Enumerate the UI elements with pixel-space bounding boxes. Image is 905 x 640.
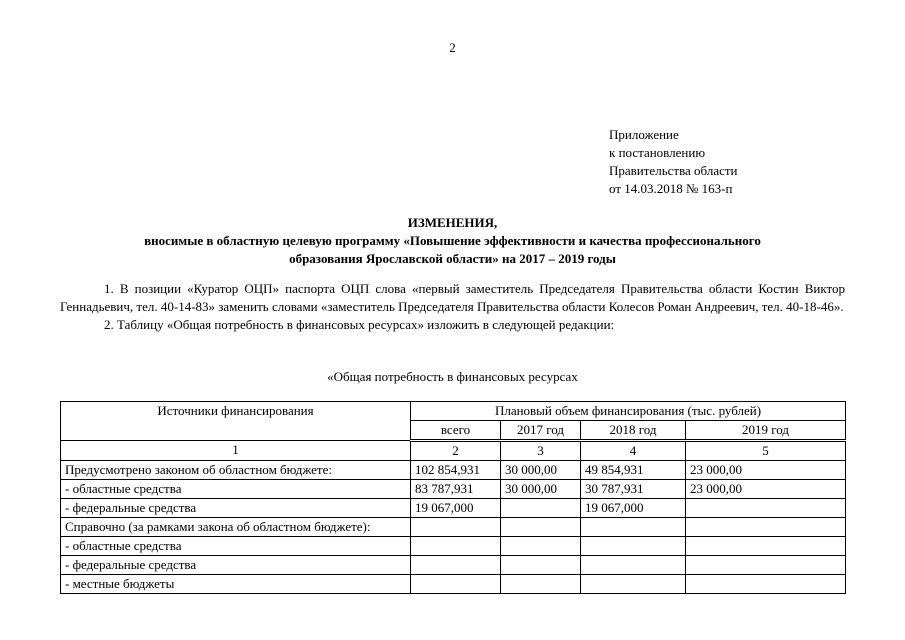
cell-total bbox=[411, 575, 501, 594]
cell-2017 bbox=[501, 499, 581, 518]
paragraph: 1. В позиции «Куратор ОЦП» паспорта ОЦП слова «первый заместитель Председателя Правительства области Костин Виктор Геннадьевич, тел. 40-14-83» заменить словами «заместитель Председателя Правительства области Колесов Роман Андреевич, тел. 40-18-46». bbox=[60, 281, 845, 314]
cell-2018: 49 854,931 bbox=[581, 461, 686, 480]
cell-2017 bbox=[501, 537, 581, 556]
row-label: - областные средства bbox=[61, 537, 411, 556]
table-row bbox=[61, 461, 846, 480]
cell-2017: 30 000,00 bbox=[501, 480, 581, 499]
row-label: - федеральные средства bbox=[61, 556, 411, 575]
financing-table bbox=[60, 401, 846, 594]
page-number: 2 bbox=[449, 40, 456, 55]
table-row bbox=[61, 537, 846, 556]
cell-2019 bbox=[686, 499, 846, 518]
row-label: Справочно (за рамками закона об областном бюджете): bbox=[61, 518, 411, 537]
row-label: - областные средства bbox=[61, 480, 411, 499]
appendix-block bbox=[609, 126, 738, 198]
document-heading bbox=[60, 214, 845, 268]
cell-total: 102 854,931 bbox=[411, 461, 501, 480]
cell-2019: 23 000,00 bbox=[686, 480, 846, 499]
table-caption: «Общая потребность в финансовых ресурсах bbox=[327, 369, 578, 384]
column-number: 2 bbox=[411, 441, 501, 461]
subheader-cell: 2018 год bbox=[581, 421, 686, 441]
appendix-line: Правительства области bbox=[609, 163, 738, 178]
table-header-row bbox=[61, 402, 846, 421]
cell-2019 bbox=[686, 556, 846, 575]
cell-2017 bbox=[501, 575, 581, 594]
heading-line: вносимые в областную целевую программу «Повышение эффективности и качества профессионального bbox=[144, 233, 761, 248]
cell-2018 bbox=[581, 556, 686, 575]
table-row bbox=[61, 575, 846, 594]
cell-2018: 19 067,000 bbox=[581, 499, 686, 518]
table-row bbox=[61, 518, 846, 537]
cell-total: 83 787,931 bbox=[411, 480, 501, 499]
header-sources: Источники финансирования bbox=[61, 402, 411, 441]
paragraph: 2. Таблицу «Общая потребность в финансовых ресурсах» изложить в следующей редакции: bbox=[104, 317, 615, 332]
cell-2019 bbox=[686, 537, 846, 556]
row-label: - местные бюджеты bbox=[61, 575, 411, 594]
cell-2019: 23 000,00 bbox=[686, 461, 846, 480]
column-number: 3 bbox=[501, 441, 581, 461]
cell-total: 19 067,000 bbox=[411, 499, 501, 518]
table-row bbox=[61, 556, 846, 575]
cell-2018 bbox=[581, 518, 686, 537]
table-row bbox=[61, 480, 846, 499]
column-number-row bbox=[61, 441, 846, 461]
cell-2019 bbox=[686, 518, 846, 537]
cell-2017 bbox=[501, 518, 581, 537]
header-plan: Плановый объем финансирования (тыс. рублей) bbox=[411, 402, 846, 421]
column-number: 4 bbox=[581, 441, 686, 461]
cell-total bbox=[411, 537, 501, 556]
appendix-line: Приложение bbox=[609, 127, 679, 142]
subheader-cell: 2019 год bbox=[686, 421, 846, 441]
cell-2017: 30 000,00 bbox=[501, 461, 581, 480]
cell-2018 bbox=[581, 537, 686, 556]
cell-2018: 30 787,931 bbox=[581, 480, 686, 499]
cell-2018 bbox=[581, 575, 686, 594]
cell-2019 bbox=[686, 575, 846, 594]
heading-line: образования Ярославской области» на 2017 – 2019 годы bbox=[289, 251, 616, 266]
appendix-line: к постановлению bbox=[609, 145, 706, 160]
appendix-line: от 14.03.2018 № 163-п bbox=[609, 181, 733, 196]
cell-total bbox=[411, 556, 501, 575]
heading-title: ИЗМЕНЕНИЯ, bbox=[407, 215, 498, 230]
body-text bbox=[60, 280, 845, 334]
cell-total bbox=[411, 518, 501, 537]
table-row bbox=[61, 499, 846, 518]
cell-2017 bbox=[501, 556, 581, 575]
row-label: - федеральные средства bbox=[61, 499, 411, 518]
subheader-cell: всего bbox=[411, 421, 501, 441]
column-number: 5 bbox=[686, 441, 846, 461]
column-number: 1 bbox=[61, 441, 411, 461]
row-label: Предусмотрено законом об областном бюджете: bbox=[61, 461, 411, 480]
subheader-cell: 2017 год bbox=[501, 421, 581, 441]
